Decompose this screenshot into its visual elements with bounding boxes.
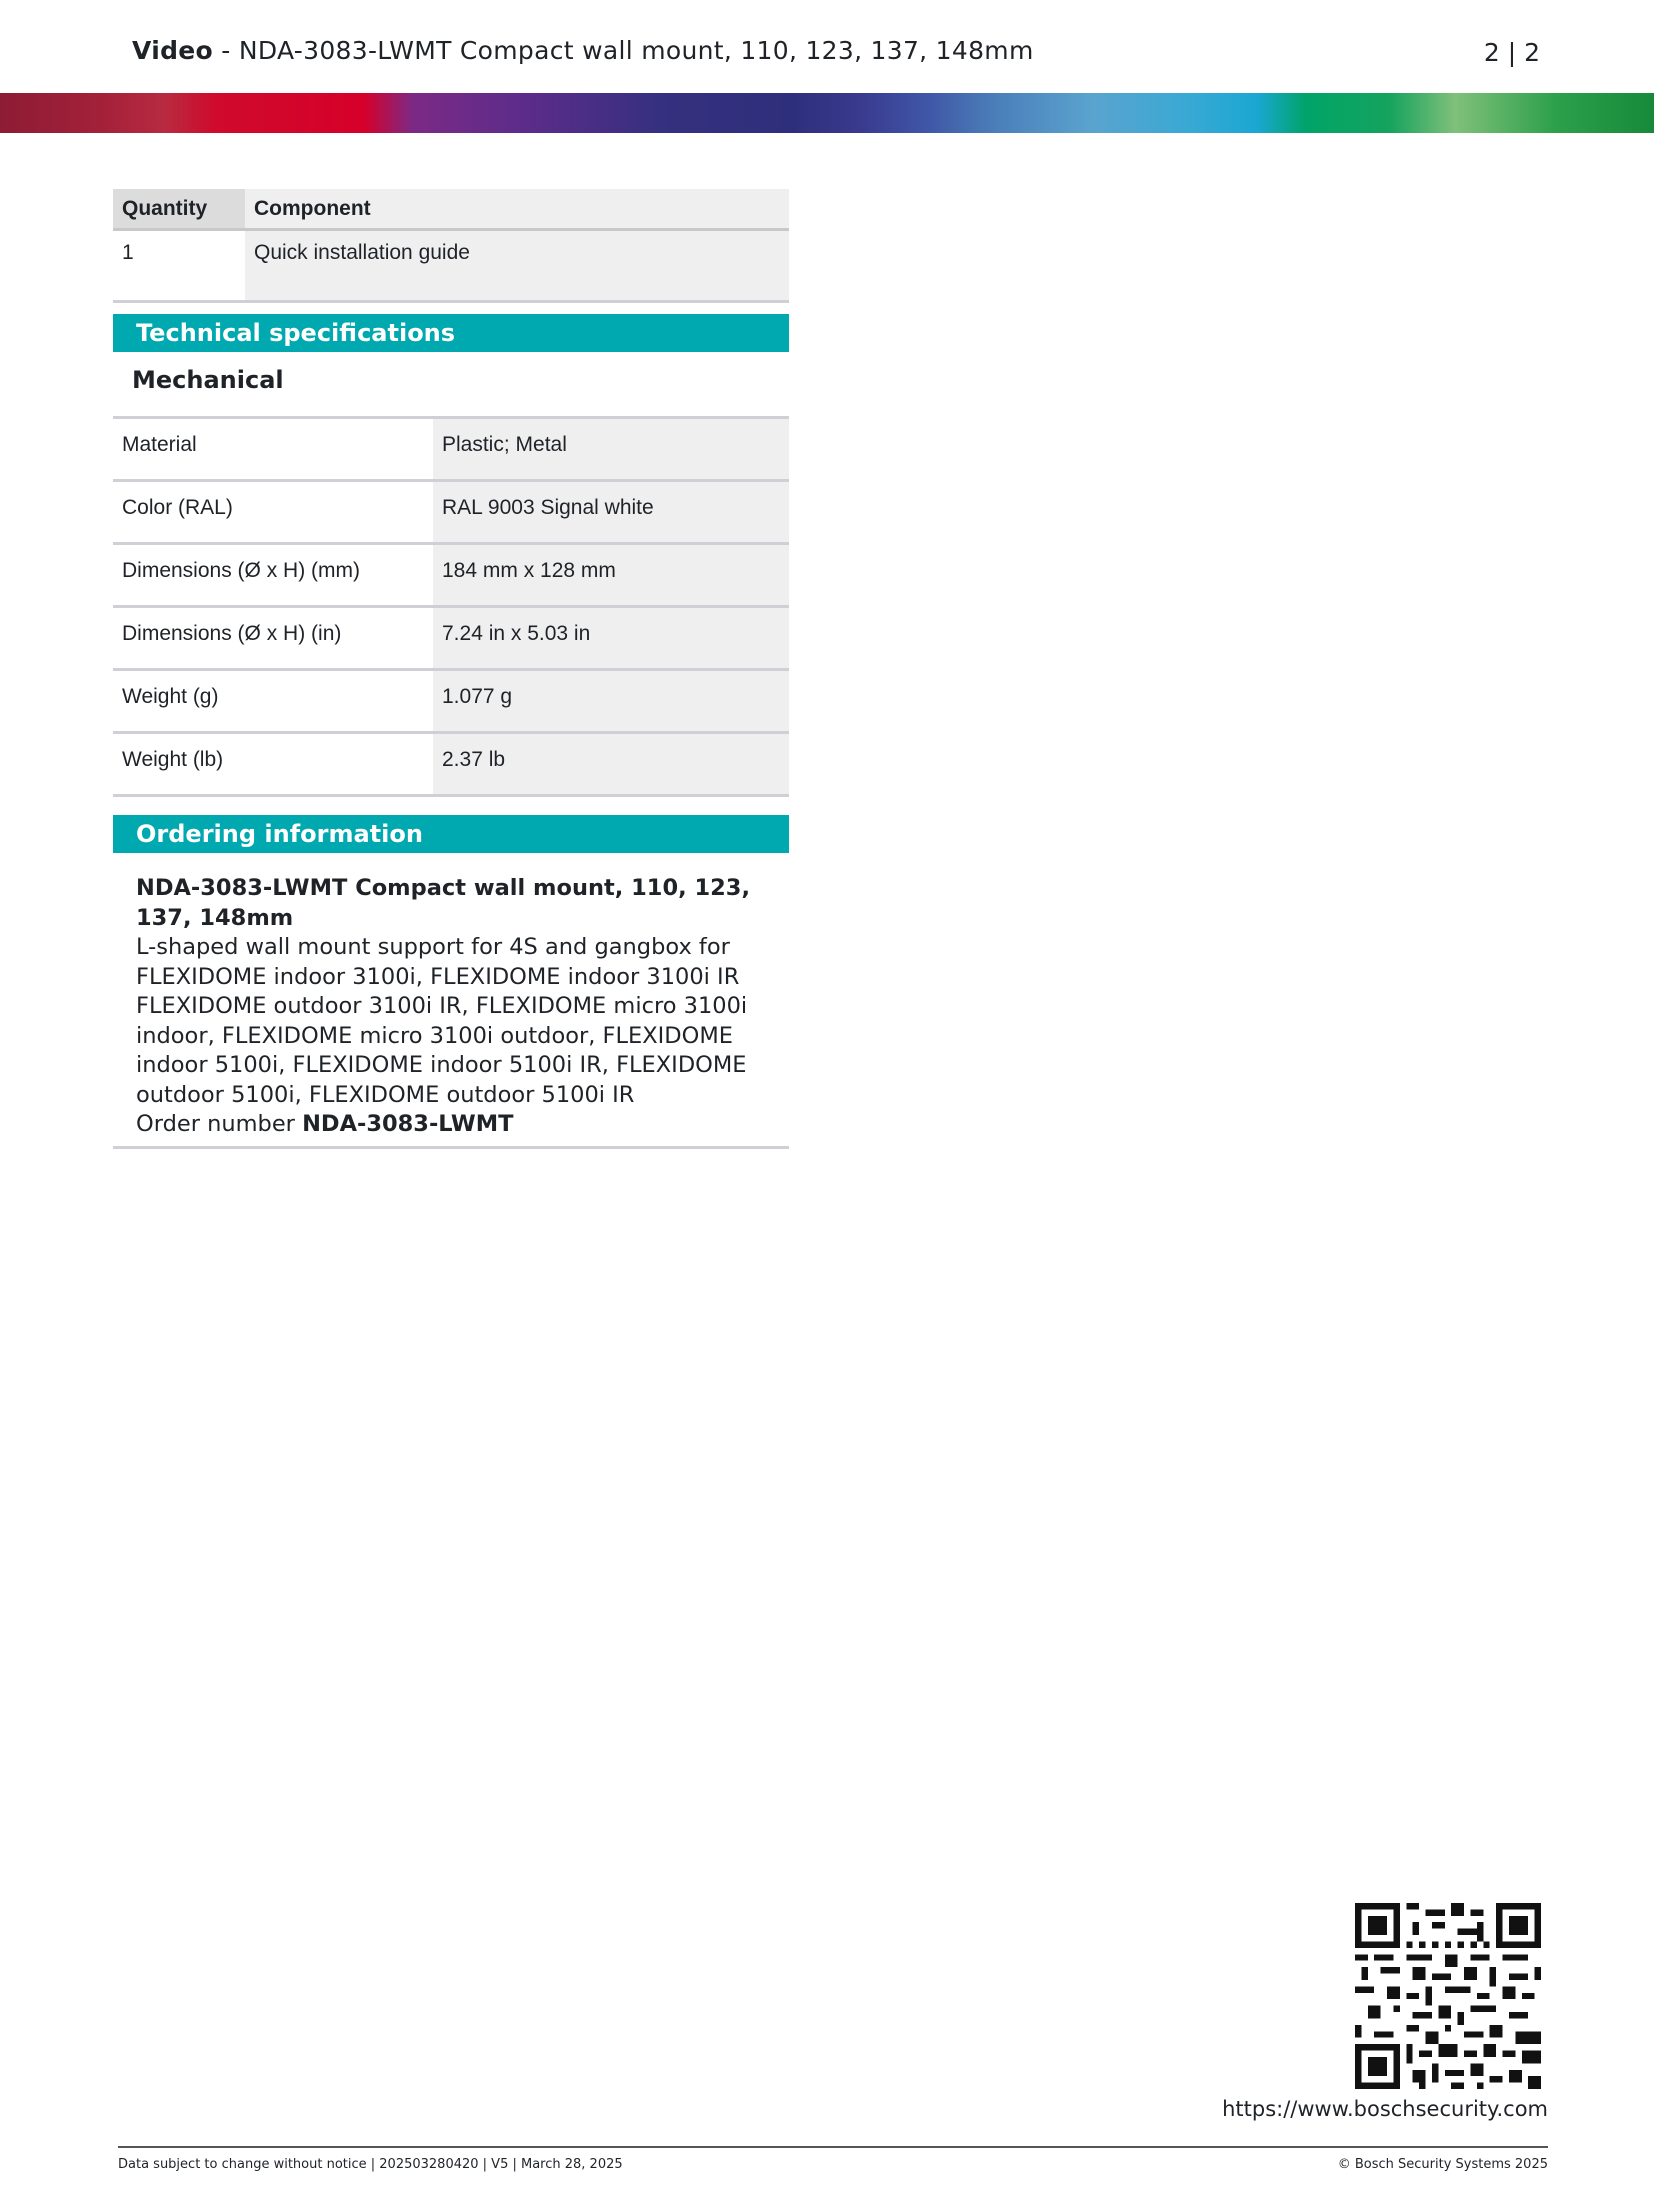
tech-specs-heading: Technical specifications xyxy=(113,314,789,352)
quantity-cell: 1 xyxy=(113,230,245,302)
header-title: NDA-3083-LWMT Compact wall mount, 110, 123, 137, 148mm xyxy=(238,36,1034,65)
page-number: 2 | 2 xyxy=(1483,38,1540,67)
qr-code-icon xyxy=(1355,1903,1541,2089)
spec-label: Dimensions (Ø x H) (in) xyxy=(113,607,433,670)
components-table xyxy=(113,189,789,303)
footer-notice: Data subject to change without notice | 202503280420 | V5 | March 28, 2025 xyxy=(118,2157,623,2172)
website-link[interactable]: https://www.boschsecurity.com xyxy=(1222,2097,1548,2121)
page-header xyxy=(132,36,1034,65)
brand-color-band xyxy=(0,93,1654,133)
spec-label: Material xyxy=(113,418,433,481)
ordering-heading: Ordering information xyxy=(113,815,789,853)
order-number-line xyxy=(136,1110,775,1140)
spec-label: Color (RAL) xyxy=(113,481,433,544)
spec-label: Dimensions (Ø x H) (mm) xyxy=(113,544,433,607)
table-row xyxy=(113,418,789,481)
spec-value: 184 mm x 128 mm xyxy=(433,544,789,607)
table-row xyxy=(113,481,789,544)
order-number: NDA-3083-LWMT xyxy=(302,1111,514,1137)
footer-divider xyxy=(118,2146,1548,2148)
table-header-row xyxy=(113,189,789,230)
table-row xyxy=(113,733,789,796)
spec-label: Weight (g) xyxy=(113,670,433,733)
table-row xyxy=(113,230,789,302)
column-header-quantity: Quantity xyxy=(113,189,245,230)
spec-value: Plastic; Metal xyxy=(433,418,789,481)
table-row xyxy=(113,607,789,670)
spec-value: 2.37 lb xyxy=(433,733,789,796)
mechanical-specs-table xyxy=(113,416,789,797)
component-cell: Quick installation guide xyxy=(245,230,789,302)
product-title: NDA-3083-LWMT Compact wall mount, 110, 123, 137, 148mm xyxy=(136,875,750,931)
column-header-component: Component xyxy=(245,189,789,230)
header-separator: - xyxy=(213,36,239,65)
table-row xyxy=(113,670,789,733)
order-number-label: Order number xyxy=(136,1111,303,1137)
table-row xyxy=(113,544,789,607)
spec-label: Weight (lb) xyxy=(113,733,433,796)
spec-value: 1.077 g xyxy=(433,670,789,733)
spec-value: RAL 9003 Signal white xyxy=(433,481,789,544)
ordering-block xyxy=(113,874,789,1149)
product-description: L-shaped wall mount support for 4S and gangbox for FLEXIDOME indoor 3100i, FLEXIDOME indoor 3100i IR FLEXIDOME outdoor 3100i IR, FLEXIDOME micro 3100i indoor, FLEXIDOME micro 3100i outdoor, FLEXIDOME indoor 5100i, FLEXIDOME indoor 5100i IR, FLEXIDOME outdoor 5100i, FLEXIDOME outdoor 5100i IR xyxy=(136,934,748,1108)
mechanical-subheading: Mechanical xyxy=(132,366,284,394)
spec-value: 7.24 in x 5.03 in xyxy=(433,607,789,670)
header-category: Video xyxy=(132,36,214,65)
footer-copyright: © Bosch Security Systems 2025 xyxy=(1337,2157,1548,2172)
